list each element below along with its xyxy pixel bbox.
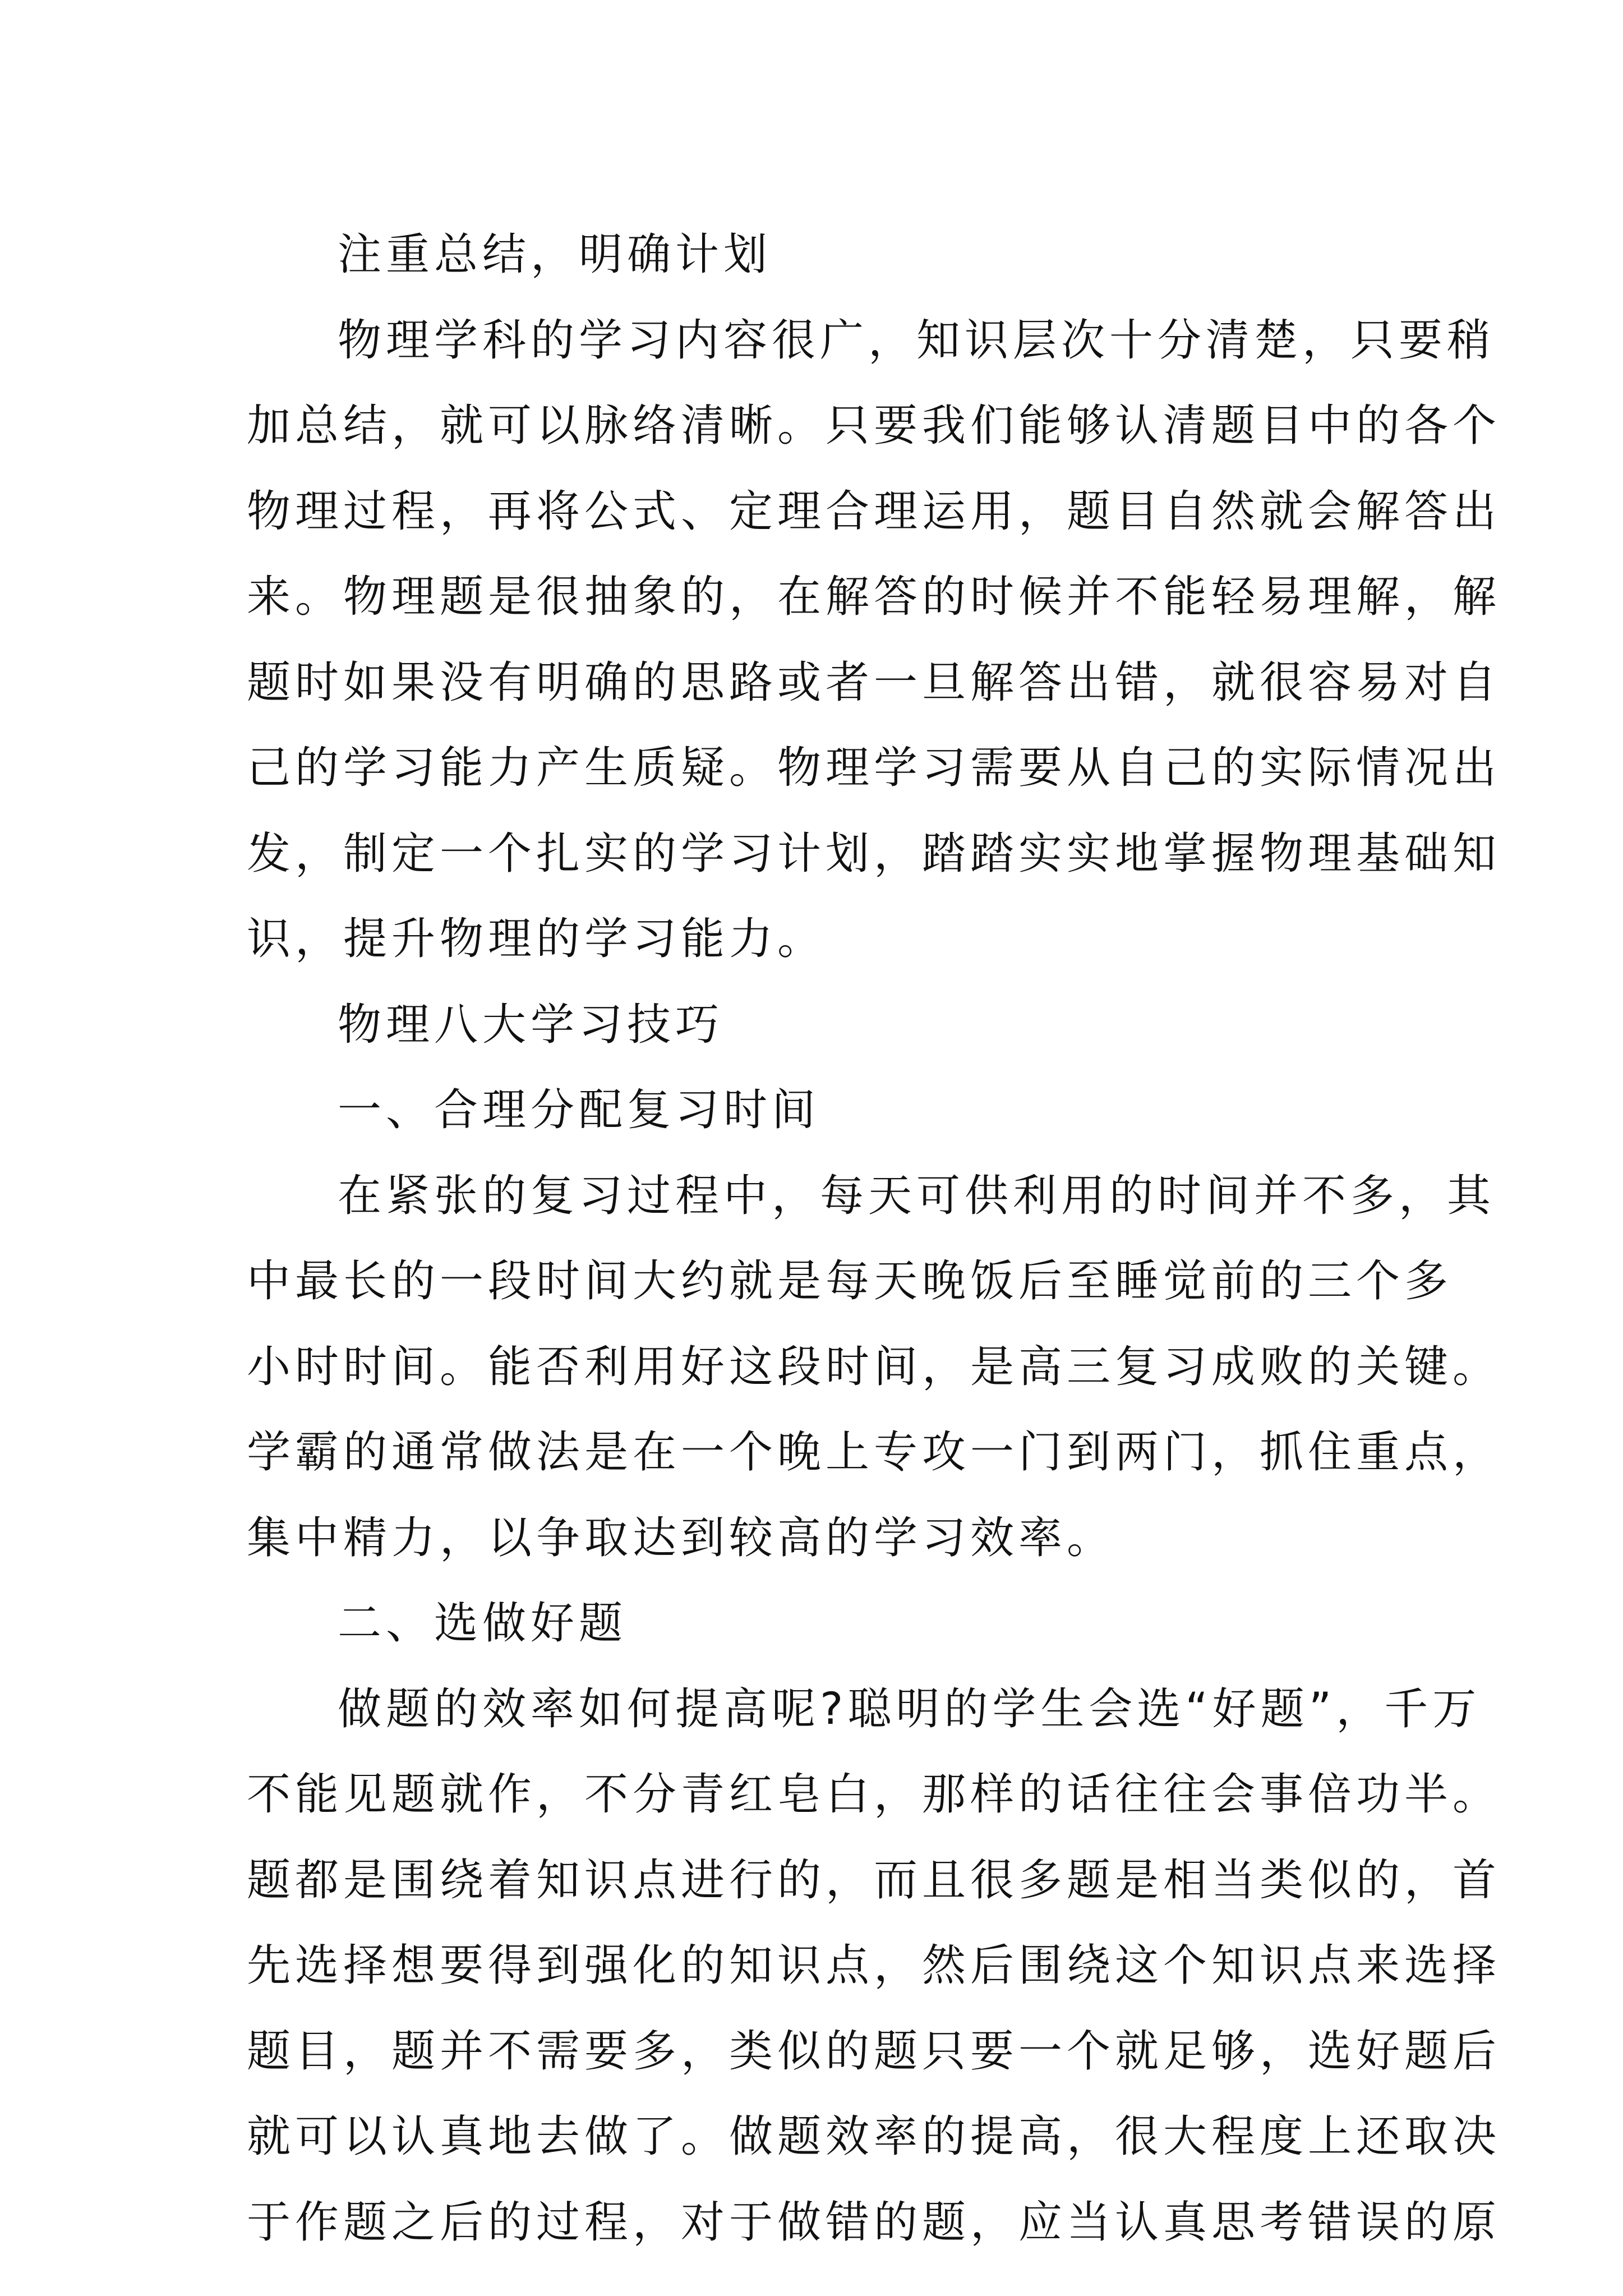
text-line: 在紧张的复习过程中，每天可供利用的时间并不多，其 (338, 1170, 1496, 1221)
text-line: 物理过程，再将公式、定理合理运用，题目自然就会解答出 (247, 486, 1501, 537)
text-line: 二、选做好题 (338, 1598, 628, 1649)
text-line: 就可以认真地去做了。做题效率的提高，很大程度上还取决 (247, 2111, 1501, 2162)
text-line: 先选择想要得到强化的知识点，然后围绕这个知识点来选择 (247, 1940, 1501, 1991)
text-line: 己的学习能力产生质疑。物理学习需要从自己的实际情况出 (247, 743, 1501, 793)
text-line: 发，制定一个扎实的学习计划，踏踏实实地掌握物理基础知 (247, 828, 1501, 879)
text-line: 不能见题就作，不分青红皂白，那样的话往往会事倍功半。 (247, 1769, 1501, 1820)
text-line: 题时如果没有明确的思路或者一旦解答出错，就很容易对自 (247, 657, 1501, 708)
text-line: 物理学科的学习内容很广，知识层次十分清楚，只要稍 (338, 315, 1496, 366)
text-line: 加总结，就可以脉络清晰。只要我们能够认清题目中的各个 (247, 401, 1501, 451)
text-line: 题目，题并不需要多，类似的题只要一个就足够，选好题后 (247, 2026, 1501, 2077)
document-body (247, 212, 1501, 2265)
text-line: 做题的效率如何提高呢?聪明的学生会选“好题”，千万 (338, 1683, 1481, 1734)
text-line: 于作题之后的过程，对于做错的题，应当认真思考错误的原 (247, 2197, 1501, 2248)
text-line: 来。物理题是很抽象的，在解答的时候并不能轻易理解，解 (247, 572, 1501, 622)
text-line: 物理八大学习技巧 (338, 999, 724, 1050)
text-line: 学霸的通常做法是在一个晚上专攻一门到两门，抓住重点， (247, 1427, 1501, 1478)
text-line: 中最长的一段时间大约就是每天晚饭后至睡觉前的三个多 (247, 1256, 1453, 1306)
text-line: 一、合理分配复习时间 (338, 1085, 820, 1135)
text-line: 小时时间。能否利用好这段时间，是高三复习成败的关键。 (247, 1341, 1501, 1392)
text-line: 题都是围绕着知识点进行的，而且很多题是相当类似的，首 (247, 1855, 1501, 1906)
text-line: 识，提升物理的学习能力。 (247, 914, 826, 964)
text-line: 集中精力，以争取达到较高的学习效率。 (247, 1512, 1115, 1563)
text-line: 注重总结，明确计划 (338, 229, 772, 280)
